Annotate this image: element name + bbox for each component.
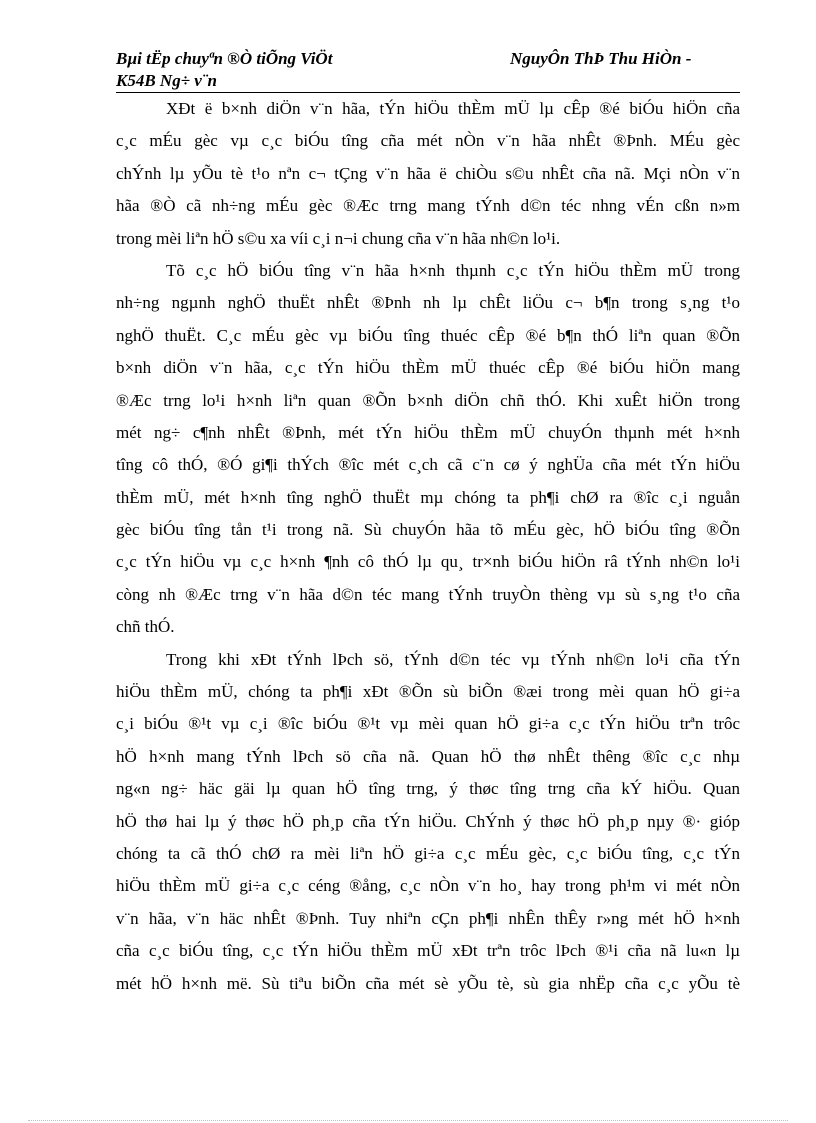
text-line: c¸c mÉu gèc vµ c¸c biÓu tîng cña mét nÒn v¨n hãa nhÊt ®Þnh. MÉu gèc (116, 131, 740, 151)
text-line: cña c¸c biÓu tîng, c¸c tÝn hiÖu thÈm mÜ xÐt trªn trôc lÞch ®¹i cña nã lu«n lµ (116, 941, 740, 961)
document-body (116, 93, 740, 1000)
header-author-name: NguyÔn ThÞ Thu HiÒn - (510, 49, 692, 68)
text-line: c¸c tÝn hiÖu vµ c¸c h×nh ¶nh cô thÓ lµ qu¸ tr×nh biÓu hiÖn râ tÝnh nh©n lo¹i (116, 552, 740, 572)
text-line: tîng cô thÓ, ®Ó gi¶i thÝch ®îc mét c¸ch cã c¨n cø ý nghÜa cña mét tÝn hiÖu (116, 455, 740, 475)
text-line: nh÷ng ngµnh nghÖ thuËt nhÊt ®Þnh nh lµ chÊt liÖu c¬ b¶n trong s¸ng t¹o (116, 293, 740, 313)
page-bottom-divider (28, 1120, 788, 1121)
text-line: Tõ c¸c hÖ biÓu tîng v¨n hãa h×nh thµnh c¸c tÝn hiÖu thÈm mÜ trong (166, 260, 740, 280)
text-line: thÈm mÜ, mét h×nh tîng nghÖ thuËt mµ chóng ta ph¶i chØ ra ®îc c¸i nguån (116, 487, 740, 507)
text-line: còng nh ®Æc trng v¨n hãa d©n téc mang tÝnh truyÒn thèng vµ sù s¸ng t¹o cña (116, 584, 740, 604)
text-line: chóng ta cã thÓ chØ ra mèi liªn hÖ gi÷a c¸c mÉu gèc, c¸c biÓu tîng, c¸c tÝn (116, 843, 740, 863)
text-line: Trong khi xÐt tÝnh lÞch sö, tÝnh d©n téc vµ tÝnh nh©n lo¹i cña tÝn (166, 649, 740, 669)
text-line: gèc biÓu tîng tån t¹i trong nã. Sù chuyÓn hãa tõ mÉu gèc, hÖ biÓu tîng ®Õn (116, 520, 740, 540)
text-line: hiÖu thÈm mÜ, chóng ta ph¶i xÐt ®Õn sù biÕn ®æi trong mèi quan hÖ gi÷a (116, 682, 740, 702)
text-line: trong mèi liªn hÖ s©u xa víi c¸i n¬i chung cña v¨n hãa nh©n lo¹i. (116, 228, 561, 248)
text-line: mét hÖ h×nh më. Sù tiªu biÕn cña mét sè yÕu tè, sù gia nhËp cña c¸c yÕu tè (116, 973, 740, 993)
paragraph-2 (116, 255, 740, 644)
header-row-2 (116, 70, 722, 92)
paragraph-3 (116, 644, 740, 1000)
text-line: chÝnh lµ yÕu tè t¹o nªn c¬ tÇng v¨n hãa ë chiÒu s©u nhÊt cña nã. Mçi nÒn v¨n (116, 163, 740, 183)
text-line: hãa ®Ò cã nh÷ng mÉu gèc ®Æc trng mang tÝnh d©n téc nhng vÉn cßn n»m (116, 196, 740, 216)
paragraph-1 (116, 93, 740, 255)
header-class-label: K54B Ng÷ v¨n (116, 71, 217, 90)
text-line: hÖ h×nh mang tÝnh lÞch sö cña nã. Quan hÖ thø nhÊt thêng ®îc c¸c nhµ (116, 746, 740, 766)
page-header (116, 48, 722, 92)
text-line: nghÖ thuËt. C¸c mÉu gèc vµ biÓu tîng thuéc cÊp ®é b¶n thÓ liªn quan ®Õn (116, 325, 740, 345)
header-row-1 (116, 48, 722, 70)
text-line: v¨n hãa, v¨n häc nhÊt ®Þnh. Tuy nhiªn cÇn ph¶i nhÊn thÊy r»ng mét hÖ h×nh (116, 908, 740, 928)
text-line: XÐt ë b×nh diÖn v¨n hãa, tÝn hiÖu thÈm mÜ lµ cÊp ®é biÓu hiÖn cña (166, 99, 740, 118)
header-course-title: Bµi tËp chuyªn ®Ò tiÕng ViÖt (116, 49, 333, 68)
text-line: ng«n ng÷ häc gäi lµ quan hÖ tîng trng, ý thøc tîng trng cña kÝ hiÖu. Quan (116, 779, 740, 799)
text-line: ®Æc trng lo¹i h×nh liªn quan ®Õn b×nh diÖn chñ thÓ. Khi xuÊt hiÖn trong (116, 390, 740, 410)
text-line: c¸i biÓu ®¹t vµ c¸i ®îc biÓu ®¹t vµ mèi quan hÖ gi÷a c¸c tÝn hiÖu trªn trôc (116, 714, 740, 734)
text-line: b×nh diÖn v¨n hãa, c¸c tÝn hiÖu thÈm mÜ thuéc cÊp ®é biÓu hiÖn mang (116, 358, 740, 378)
text-line: hÖ thø hai lµ ý thøc hÖ ph¸p cña tÝn hiÖu. ChÝnh ý thøc hÖ ph¸p nµy ®· gióp (116, 811, 740, 831)
text-line: mét ng÷ c¶nh nhÊt ®Þnh, mét tÝn hiÖu thÈm mÜ chuyÓn thµnh mét h×nh (116, 422, 740, 442)
text-line: hiÖu thÈm mÜ gi÷a c¸c céng ®ång, c¸c nÒn v¨n ho¸ hay trong ph¹m vi mét nÒn (116, 876, 740, 896)
text-line: chñ thÓ. (116, 617, 175, 637)
